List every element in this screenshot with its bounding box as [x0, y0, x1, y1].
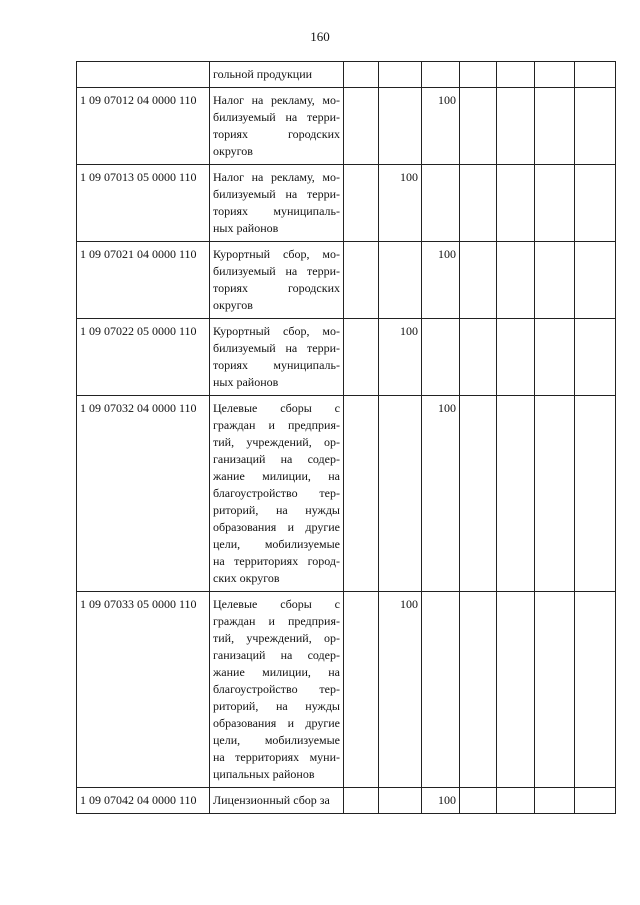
percentage-cell	[497, 62, 535, 88]
percentage-cell	[344, 62, 379, 88]
percentage-cell	[535, 242, 575, 319]
description-line: ных районов	[213, 375, 279, 389]
description-line: билизуемый на терри-	[213, 264, 340, 278]
budget-code-cell: 1 09 07042 04 0000 110	[77, 788, 210, 814]
percentage-cell	[379, 88, 422, 165]
percentage-cell	[379, 242, 422, 319]
budget-code-cell: 1 09 07033 05 0000 110	[77, 592, 210, 788]
percentage-cell	[344, 165, 379, 242]
percentage-cell	[460, 165, 497, 242]
revenue-description-cell	[210, 242, 344, 319]
percentage-cell	[460, 62, 497, 88]
percentage-cell	[497, 592, 535, 788]
percentage-cell	[460, 88, 497, 165]
percentage-cell	[575, 165, 616, 242]
description-line: риторий, на нужды	[213, 503, 340, 517]
description-line: гольной продукции	[213, 67, 313, 81]
percentage-cell: 100	[379, 165, 422, 242]
percentage-cell	[460, 592, 497, 788]
percentage-cell	[422, 592, 460, 788]
percentage-cell	[535, 592, 575, 788]
description-line: цели, мобилизуемые	[213, 733, 340, 747]
percentage-cell	[422, 319, 460, 396]
description-line: граждан и предприя-	[213, 418, 340, 432]
revenue-description-cell	[210, 319, 344, 396]
revenue-description-cell	[210, 788, 344, 814]
revenue-description-cell	[210, 165, 344, 242]
percentage-cell: 100	[422, 88, 460, 165]
budget-table	[76, 61, 616, 814]
table-row	[77, 165, 616, 242]
description-line: жание милиции, на	[213, 665, 340, 679]
description-line: Налог на рекламу, мо-	[213, 93, 340, 107]
percentage-cell: 100	[379, 319, 422, 396]
percentage-cell	[379, 396, 422, 592]
percentage-cell	[497, 788, 535, 814]
percentage-cell: 100	[422, 396, 460, 592]
revenue-description-cell	[210, 62, 344, 88]
description-line: граждан и предприя-	[213, 614, 340, 628]
percentage-cell	[460, 319, 497, 396]
description-line: билизуемый на терри-	[213, 341, 340, 355]
budget-code-cell: 1 09 07021 04 0000 110	[77, 242, 210, 319]
description-line: жание милиции, на	[213, 469, 340, 483]
percentage-cell	[575, 788, 616, 814]
table-row	[77, 788, 616, 814]
description-line: ториях городских	[213, 281, 340, 295]
percentage-cell	[535, 396, 575, 592]
description-line: Лицензионный сбор за	[213, 793, 330, 807]
description-line: билизуемый на терри-	[213, 187, 340, 201]
budget-code-cell: 1 09 07013 05 0000 110	[77, 165, 210, 242]
percentage-cell	[460, 242, 497, 319]
percentage-cell	[535, 788, 575, 814]
table-row	[77, 396, 616, 592]
description-line: ганизаций на содер-	[213, 452, 340, 466]
description-line: образования и другие	[213, 716, 340, 730]
percentage-cell	[575, 242, 616, 319]
percentage-cell	[497, 165, 535, 242]
percentage-cell	[344, 592, 379, 788]
percentage-cell	[422, 165, 460, 242]
percentage-cell	[344, 242, 379, 319]
description-line: тий, учреждений, ор-	[213, 631, 340, 645]
budget-code-cell	[77, 62, 210, 88]
percentage-cell	[497, 242, 535, 319]
percentage-cell	[422, 62, 460, 88]
percentage-cell	[497, 88, 535, 165]
percentage-cell	[575, 62, 616, 88]
revenue-description-cell	[210, 592, 344, 788]
description-line: благоустройство тер-	[213, 682, 340, 696]
percentage-cell	[535, 88, 575, 165]
description-line: Курортный сбор, мо-	[213, 247, 340, 261]
description-line: округов	[213, 298, 253, 312]
percentage-cell	[575, 319, 616, 396]
description-line: ципальных районов	[213, 767, 315, 781]
description-line: образования и другие	[213, 520, 340, 534]
table-row	[77, 319, 616, 396]
description-line: благоустройство тер-	[213, 486, 340, 500]
percentage-cell	[535, 62, 575, 88]
description-line: тий, учреждений, ор-	[213, 435, 340, 449]
table-row	[77, 242, 616, 319]
percentage-cell	[344, 88, 379, 165]
percentage-cell	[575, 88, 616, 165]
percentage-cell: 100	[422, 788, 460, 814]
description-line: округов	[213, 144, 253, 158]
percentage-cell: 100	[422, 242, 460, 319]
revenue-description-cell	[210, 88, 344, 165]
budget-code-cell: 1 09 07022 05 0000 110	[77, 319, 210, 396]
percentage-cell	[379, 788, 422, 814]
revenue-description-cell	[210, 396, 344, 592]
description-line: Целевые сборы с	[213, 401, 340, 415]
percentage-cell	[535, 319, 575, 396]
description-line: на территориях город-	[213, 554, 340, 568]
percentage-cell	[497, 319, 535, 396]
description-line: Налог на рекламу, мо-	[213, 170, 340, 184]
description-line: риторий, на нужды	[213, 699, 340, 713]
description-line: ториях городских	[213, 127, 340, 141]
description-line: ториях муниципаль-	[213, 358, 340, 372]
percentage-cell	[344, 396, 379, 592]
table-row	[77, 62, 616, 88]
percentage-cell	[460, 788, 497, 814]
description-line: Курортный сбор, мо-	[213, 324, 340, 338]
percentage-cell	[460, 396, 497, 592]
description-line: билизуемый на терри-	[213, 110, 340, 124]
percentage-cell	[379, 62, 422, 88]
percentage-cell	[575, 592, 616, 788]
page-number: 160	[310, 29, 330, 44]
budget-code-cell: 1 09 07012 04 0000 110	[77, 88, 210, 165]
description-line: ных районов	[213, 221, 279, 235]
description-line: цели, мобилизуемые	[213, 537, 340, 551]
description-line: ториях муниципаль-	[213, 204, 340, 218]
percentage-cell	[344, 319, 379, 396]
percentage-cell	[575, 396, 616, 592]
percentage-cell: 100	[379, 592, 422, 788]
percentage-cell	[535, 165, 575, 242]
description-line: ских округов	[213, 571, 280, 585]
percentage-cell	[344, 788, 379, 814]
percentage-cell	[497, 396, 535, 592]
budget-code-cell: 1 09 07032 04 0000 110	[77, 396, 210, 592]
description-line: Целевые сборы с	[213, 597, 340, 611]
table-row	[77, 592, 616, 788]
table-row	[77, 88, 616, 165]
description-line: на территориях муни-	[213, 750, 340, 764]
description-line: ганизаций на содер-	[213, 648, 340, 662]
